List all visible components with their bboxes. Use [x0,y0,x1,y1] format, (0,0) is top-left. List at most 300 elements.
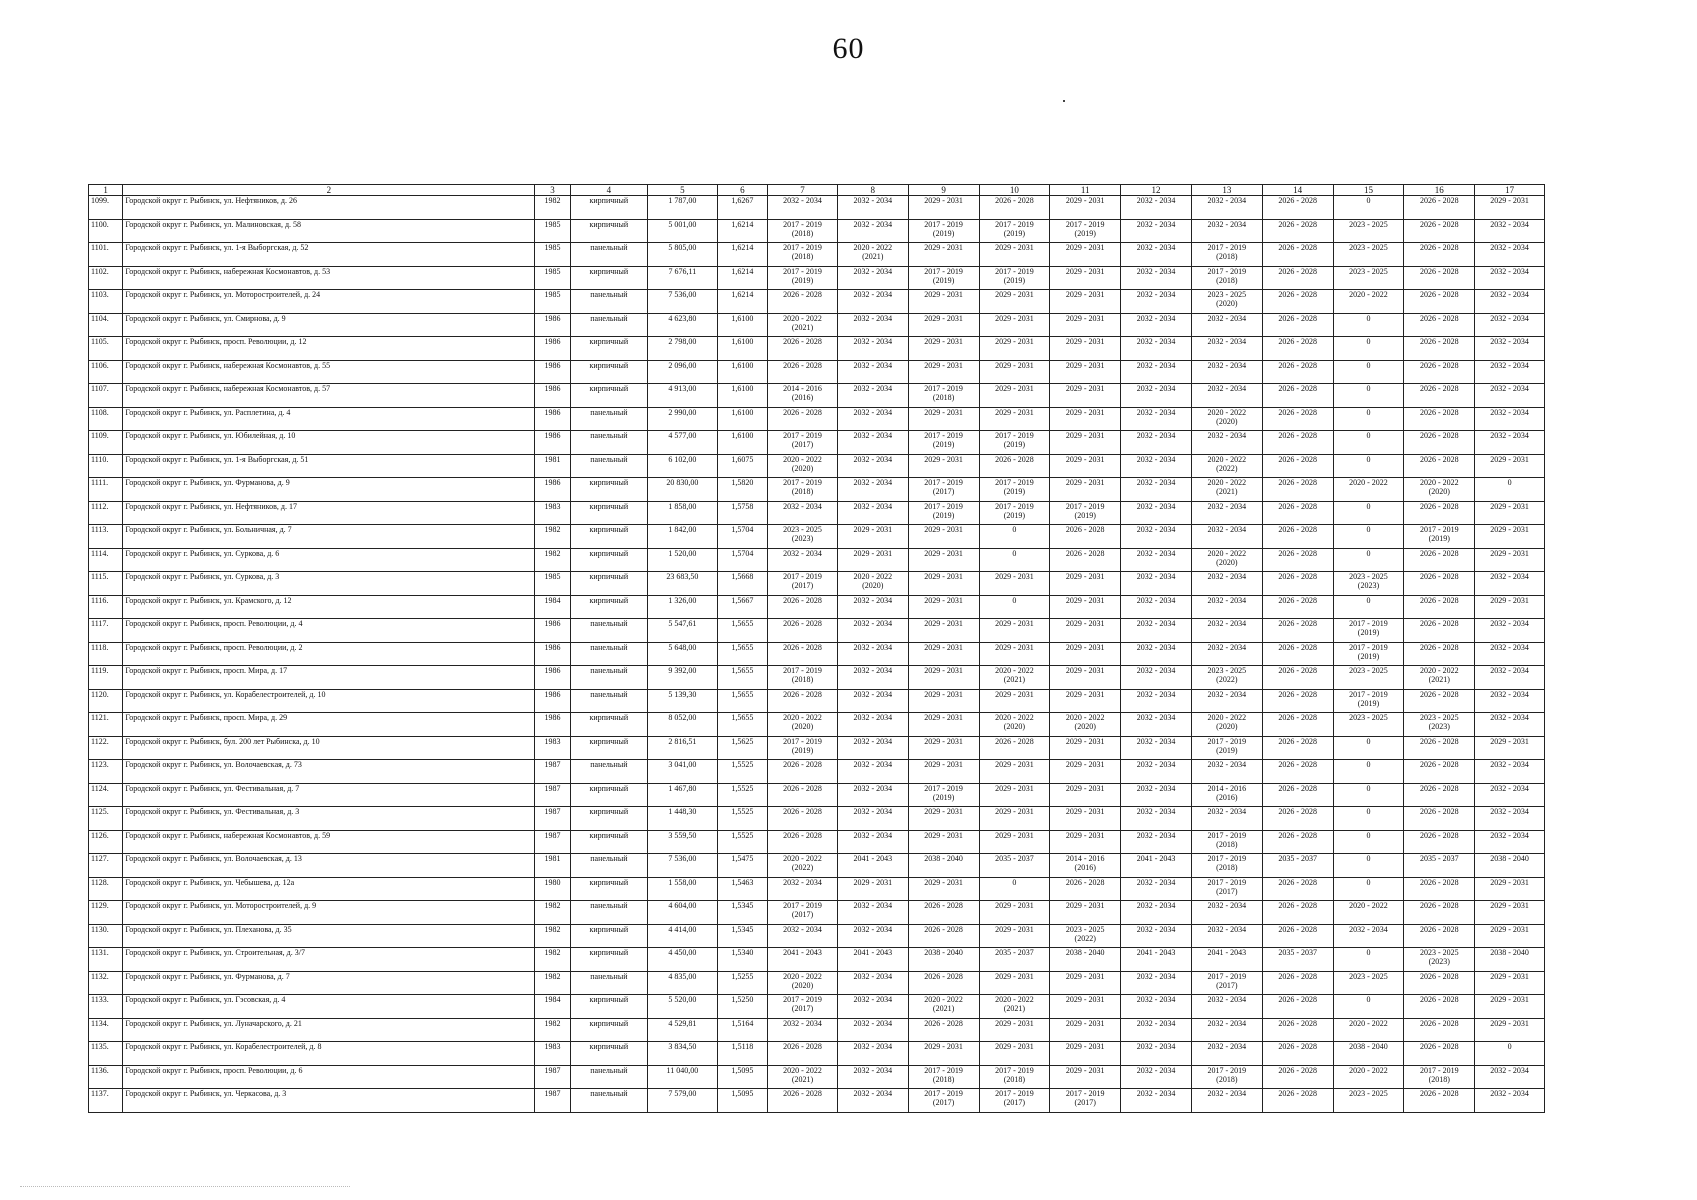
wall-material-cell: кирпичный [570,713,647,737]
period-cell: 2032 - 2034 [1475,407,1545,431]
table-row [89,1089,1545,1113]
wall-material-cell: панельный [570,971,647,995]
period-cell: 0 [1333,877,1404,901]
period-cell: 2017 - 2019 (2018) [768,219,838,243]
period-cell: 0 [1333,736,1404,760]
table-row [89,807,1545,831]
period-cell: 2026 - 2028 [768,642,838,666]
period-cell: 2026 - 2028 [1262,196,1333,220]
address-cell: Городской округ г. Рыбинск, ул. Моторостроителей, д. 9 [123,901,535,925]
address-cell: Городской округ г. Рыбинск, ул. Чебышева, д. 12а [123,877,535,901]
coefficient-cell: 1,5250 [717,995,767,1019]
wall-material-cell: кирпичный [570,196,647,220]
coefficient-cell: 1,6100 [717,313,767,337]
period-cell: 2032 - 2034 [1121,830,1192,854]
period-cell: 2026 - 2028 [1262,431,1333,455]
period-cell: 2029 - 2031 [1050,360,1121,384]
period-cell: 2032 - 2034 [837,924,908,948]
year-cell: 1982 [535,1018,570,1042]
wall-material-cell: кирпичный [570,548,647,572]
period-cell: 2041 - 2043 [837,854,908,878]
period-cell: 2032 - 2034 [837,642,908,666]
period-cell: 2017 - 2019 (2018) [768,666,838,690]
period-cell: 2026 - 2028 [768,1089,838,1113]
year-cell: 1986 [535,713,570,737]
year-cell: 1986 [535,642,570,666]
period-cell: 0 [1333,854,1404,878]
period-cell: 2017 - 2019 (2017) [908,478,979,502]
wall-material-cell: кирпичный [570,572,647,596]
period-cell: 2032 - 2034 [837,595,908,619]
row-number-cell: 1112. [89,501,123,525]
coefficient-cell: 1,5655 [717,619,767,643]
year-cell: 1985 [535,219,570,243]
period-cell: 2017 - 2019 (2018) [1191,854,1262,878]
period-cell: 2032 - 2034 [837,971,908,995]
period-cell: 2032 - 2034 [1475,783,1545,807]
coefficient-cell: 1,5345 [717,901,767,925]
period-cell: 2032 - 2034 [1121,1089,1192,1113]
period-cell: 2020 - 2022 (2020) [1191,548,1262,572]
period-cell: 2026 - 2028 [1404,384,1475,408]
table-row [89,854,1545,878]
row-number-cell: 1109. [89,431,123,455]
address-cell: Городской округ г. Рыбинск, ул. Расплетина, д. 4 [123,407,535,431]
period-cell: 2026 - 2028 [1404,642,1475,666]
period-cell: 2032 - 2034 [1475,642,1545,666]
period-cell: 0 [1333,360,1404,384]
coefficient-cell: 1,6214 [717,243,767,267]
wall-material-cell: кирпичный [570,995,647,1019]
period-cell: 2020 - 2022 [1333,901,1404,925]
period-cell: 2014 - 2016 (2016) [768,384,838,408]
column-header: 4 [570,185,647,196]
period-cell: 0 [1333,830,1404,854]
period-cell: 2032 - 2034 [837,407,908,431]
table-body [89,196,1545,1113]
address-cell: Городской округ г. Рыбинск, ул. Смирнова, д. 9 [123,313,535,337]
period-cell: 2029 - 2031 [1050,266,1121,290]
area-cell: 2 990,00 [647,407,717,431]
table-row [89,196,1545,220]
period-cell: 2029 - 2031 [1475,877,1545,901]
period-cell: 2032 - 2034 [1475,666,1545,690]
period-cell: 2032 - 2034 [1121,995,1192,1019]
page-number: 60 [832,32,865,65]
period-cell: 2032 - 2034 [1191,431,1262,455]
period-cell: 2032 - 2034 [837,1065,908,1089]
coefficient-cell: 1,5463 [717,877,767,901]
period-cell: 2026 - 2028 [1262,901,1333,925]
wall-material-cell: кирпичный [570,877,647,901]
period-cell: 2026 - 2028 [1404,830,1475,854]
period-cell: 2038 - 2040 [1333,1042,1404,1066]
table-row [89,689,1545,713]
period-cell: 2026 - 2028 [1262,971,1333,995]
coefficient-cell: 1,6100 [717,431,767,455]
period-cell: 2026 - 2028 [1404,337,1475,361]
period-cell: 0 [1333,501,1404,525]
period-cell: 2032 - 2034 [1121,713,1192,737]
period-cell: 2026 - 2028 [1404,971,1475,995]
period-cell: 2026 - 2028 [1262,619,1333,643]
row-number-cell: 1135. [89,1042,123,1066]
period-cell: 2032 - 2034 [1191,924,1262,948]
period-cell: 2026 - 2028 [1404,572,1475,596]
period-cell: 2020 - 2022 (2020) [979,713,1050,737]
wall-material-cell: кирпичный [570,830,647,854]
wall-material-cell: кирпичный [570,1018,647,1042]
period-cell: 2026 - 2028 [768,807,838,831]
period-cell: 2029 - 2031 [1050,1042,1121,1066]
period-cell: 2032 - 2034 [1191,619,1262,643]
row-number-cell: 1116. [89,595,123,619]
wall-material-cell: панельный [570,431,647,455]
row-number-cell: 1126. [89,830,123,854]
column-header: 2 [123,185,535,196]
period-cell: 2035 - 2037 [1404,854,1475,878]
area-cell: 1 467,80 [647,783,717,807]
period-cell: 2032 - 2034 [837,830,908,854]
period-cell: 2032 - 2034 [1191,313,1262,337]
year-cell: 1986 [535,619,570,643]
period-cell: 2026 - 2028 [768,830,838,854]
table-row [89,783,1545,807]
period-cell: 2026 - 2028 [1404,313,1475,337]
coefficient-cell: 1,5095 [717,1065,767,1089]
period-cell: 2014 - 2016 (2016) [1050,854,1121,878]
area-cell: 7 536,00 [647,854,717,878]
period-cell: 2032 - 2034 [1121,760,1192,784]
period-cell: 2023 - 2025 (2023) [1404,713,1475,737]
wall-material-cell: панельный [570,1089,647,1113]
year-cell: 1986 [535,337,570,361]
period-cell: 2029 - 2031 [1475,454,1545,478]
table-row [89,713,1545,737]
period-cell: 2032 - 2034 [1121,901,1192,925]
period-cell: 2017 - 2019 (2019) [1333,689,1404,713]
address-cell: Городской округ г. Рыбинск, ул. Фурманова, д. 7 [123,971,535,995]
period-cell: 2032 - 2034 [837,196,908,220]
table-row [89,1018,1545,1042]
period-cell: 2029 - 2031 [1050,666,1121,690]
wall-material-cell: панельный [570,689,647,713]
period-cell: 2032 - 2034 [1475,337,1545,361]
wall-material-cell: кирпичный [570,948,647,972]
period-cell: 0 [979,525,1050,549]
area-cell: 1 448,30 [647,807,717,831]
table-row [89,901,1545,925]
coefficient-cell: 1,6100 [717,384,767,408]
column-header: 14 [1262,185,1333,196]
coefficient-cell: 1,6100 [717,360,767,384]
row-number-cell: 1132. [89,971,123,995]
period-cell: 2026 - 2028 [1404,877,1475,901]
period-cell: 2026 - 2028 [1404,619,1475,643]
table-row [89,971,1545,995]
period-cell: 2029 - 2031 [1050,760,1121,784]
row-number-cell: 1125. [89,807,123,831]
area-cell: 7 676,11 [647,266,717,290]
period-cell: 2026 - 2028 [1262,360,1333,384]
table-row [89,548,1545,572]
column-header: 8 [837,185,908,196]
period-cell: 2029 - 2031 [908,666,979,690]
period-cell: 2032 - 2034 [837,807,908,831]
period-cell: 2026 - 2028 [1262,783,1333,807]
area-cell: 4 577,00 [647,431,717,455]
row-number-cell: 1114. [89,548,123,572]
period-cell: 2026 - 2028 [1262,290,1333,314]
column-header: 6 [717,185,767,196]
year-cell: 1986 [535,689,570,713]
period-cell: 0 [1333,525,1404,549]
period-cell: 2026 - 2028 [1404,736,1475,760]
period-cell: 2029 - 2031 [1050,337,1121,361]
period-cell: 2026 - 2028 [768,619,838,643]
address-cell: Городской округ г. Рыбинск, ул. Волочаевская, д. 73 [123,760,535,784]
period-cell: 0 [1333,995,1404,1019]
period-cell: 2029 - 2031 [908,548,979,572]
period-cell: 2032 - 2034 [1121,1065,1192,1089]
year-cell: 1984 [535,995,570,1019]
period-cell: 2038 - 2040 [908,948,979,972]
period-cell: 2032 - 2034 [1121,525,1192,549]
period-cell: 0 [979,548,1050,572]
period-cell: 2038 - 2040 [1050,948,1121,972]
period-cell: 2032 - 2034 [837,1018,908,1042]
area-cell: 20 830,00 [647,478,717,502]
column-header: 10 [979,185,1050,196]
period-cell: 0 [1333,407,1404,431]
period-cell: 0 [979,595,1050,619]
period-cell: 2017 - 2019 (2019) [979,266,1050,290]
row-number-cell: 1128. [89,877,123,901]
area-cell: 9 392,00 [647,666,717,690]
period-cell: 2035 - 2037 [979,854,1050,878]
period-cell: 2026 - 2028 [1404,595,1475,619]
area-cell: 3 559,50 [647,830,717,854]
year-cell: 1982 [535,525,570,549]
area-cell: 11 040,00 [647,1065,717,1089]
period-cell: 2032 - 2034 [1121,196,1192,220]
table-row [89,501,1545,525]
address-cell: Городской округ г. Рыбинск, просп. Революции, д. 2 [123,642,535,666]
period-cell: 2032 - 2034 [1121,266,1192,290]
period-cell: 2020 - 2022 [1333,478,1404,502]
period-cell: 2026 - 2028 [1050,877,1121,901]
row-number-cell: 1106. [89,360,123,384]
address-cell: Городской округ г. Рыбинск, ул. Фестивальная, д. 7 [123,783,535,807]
period-cell: 2032 - 2034 [1191,995,1262,1019]
wall-material-cell: панельный [570,619,647,643]
wall-material-cell: панельный [570,243,647,267]
period-cell: 2026 - 2028 [1050,548,1121,572]
period-cell: 2017 - 2019 (2017) [979,1089,1050,1113]
period-cell: 2026 - 2028 [979,196,1050,220]
period-cell: 2020 - 2022 [1333,290,1404,314]
period-cell: 2029 - 2031 [979,243,1050,267]
period-cell: 2029 - 2031 [1050,572,1121,596]
period-cell: 2032 - 2034 [1121,971,1192,995]
area-cell: 5 648,00 [647,642,717,666]
period-cell: 2032 - 2034 [1121,290,1192,314]
table-row [89,642,1545,666]
coefficient-cell: 1,5820 [717,478,767,502]
period-cell: 2026 - 2028 [1262,1089,1333,1113]
wall-material-cell: кирпичный [570,595,647,619]
period-cell: 2026 - 2028 [1262,713,1333,737]
year-cell: 1987 [535,1089,570,1113]
period-cell: 2029 - 2031 [979,360,1050,384]
period-cell: 0 [1333,431,1404,455]
coefficient-cell: 1,5255 [717,971,767,995]
row-number-cell: 1115. [89,572,123,596]
period-cell: 2032 - 2034 [1475,713,1545,737]
year-cell: 1987 [535,807,570,831]
table-row [89,595,1545,619]
period-cell: 2026 - 2028 [1262,478,1333,502]
row-number-cell: 1110. [89,454,123,478]
period-cell: 2029 - 2031 [979,760,1050,784]
period-cell: 2032 - 2034 [1121,337,1192,361]
period-cell: 2017 - 2019 (2018) [1191,266,1262,290]
period-cell: 2029 - 2031 [979,1042,1050,1066]
period-cell: 2026 - 2028 [1262,219,1333,243]
address-cell: Городской округ г. Рыбинск, ул. Черкасова, д. 3 [123,1089,535,1113]
period-cell: 2032 - 2034 [837,431,908,455]
period-cell: 2029 - 2031 [979,619,1050,643]
period-cell: 2017 - 2019 (2019) [1404,525,1475,549]
address-cell: Городской округ г. Рыбинск, ул. Строительная, д. 3/7 [123,948,535,972]
address-cell: Городской округ г. Рыбинск, бул. 200 лет Рыбинска, д. 10 [123,736,535,760]
period-cell: 2020 - 2022 (2021) [1404,666,1475,690]
year-cell: 1987 [535,1065,570,1089]
table-row [89,525,1545,549]
period-cell: 2026 - 2028 [1404,901,1475,925]
period-cell: 2026 - 2028 [908,971,979,995]
period-cell: 2020 - 2022 (2020) [837,572,908,596]
period-cell: 2026 - 2028 [1262,760,1333,784]
period-cell: 2029 - 2031 [908,337,979,361]
period-cell: 0 [1333,548,1404,572]
period-cell: 2032 - 2034 [1191,525,1262,549]
period-cell: 2035 - 2037 [1262,854,1333,878]
period-cell: 2029 - 2031 [1475,736,1545,760]
period-cell: 2026 - 2028 [1262,877,1333,901]
period-cell: 2026 - 2028 [1262,1042,1333,1066]
coefficient-cell: 1,5340 [717,948,767,972]
year-cell: 1981 [535,854,570,878]
year-cell: 1986 [535,407,570,431]
period-cell: 2020 - 2022 (2021) [979,666,1050,690]
period-cell: 2032 - 2034 [1475,807,1545,831]
column-header: 15 [1333,185,1404,196]
year-cell: 1983 [535,501,570,525]
row-number-cell: 1107. [89,384,123,408]
period-cell: 2014 - 2016 (2016) [1191,783,1262,807]
period-cell: 2023 - 2025 [1333,666,1404,690]
period-cell: 2023 - 2025 [1333,219,1404,243]
period-cell: 2017 - 2019 (2017) [768,995,838,1019]
year-cell: 1980 [535,877,570,901]
wall-material-cell: кирпичный [570,384,647,408]
address-cell: Городской округ г. Рыбинск, просп. Революции, д. 12 [123,337,535,361]
period-cell: 0 [979,877,1050,901]
period-cell: 2026 - 2028 [1404,689,1475,713]
period-cell: 2032 - 2034 [837,1042,908,1066]
row-number-cell: 1118. [89,642,123,666]
period-cell: 2038 - 2040 [1475,948,1545,972]
wall-material-cell: панельный [570,642,647,666]
period-cell: 2017 - 2019 (2018) [1404,1065,1475,1089]
wall-material-cell: кирпичный [570,360,647,384]
period-cell: 2026 - 2028 [1404,1042,1475,1066]
period-cell: 2029 - 2031 [979,337,1050,361]
table-row [89,666,1545,690]
table-row [89,243,1545,267]
period-cell: 2026 - 2028 [1262,689,1333,713]
area-cell: 4 835,00 [647,971,717,995]
coefficient-cell: 1,5525 [717,783,767,807]
row-number-cell: 1099. [89,196,123,220]
address-cell: Городской округ г. Рыбинск, просп. Мира, д. 17 [123,666,535,690]
area-cell: 1 842,00 [647,525,717,549]
address-cell: Городской округ г. Рыбинск, набережная Космонавтов, д. 53 [123,266,535,290]
period-cell: 2029 - 2031 [1050,736,1121,760]
period-cell: 2032 - 2034 [1121,360,1192,384]
period-cell: 2032 - 2034 [1121,877,1192,901]
row-number-cell: 1122. [89,736,123,760]
area-cell: 1 787,00 [647,196,717,220]
row-number-cell: 1123. [89,760,123,784]
period-cell: 2029 - 2031 [979,572,1050,596]
period-cell: 2029 - 2031 [1050,689,1121,713]
coefficient-cell: 1,5345 [717,924,767,948]
table-row [89,736,1545,760]
table-row [89,313,1545,337]
wall-material-cell: кирпичный [570,266,647,290]
row-number-cell: 1113. [89,525,123,549]
column-header: 3 [535,185,570,196]
period-cell: 2017 - 2019 (2019) [1333,642,1404,666]
period-cell: 2026 - 2028 [1262,384,1333,408]
period-cell: 2017 - 2019 (2019) [908,501,979,525]
period-cell: 2029 - 2031 [908,313,979,337]
period-cell: 2032 - 2034 [1191,337,1262,361]
period-cell: 2032 - 2034 [1191,1018,1262,1042]
period-cell: 2032 - 2034 [837,219,908,243]
year-cell: 1982 [535,948,570,972]
period-cell: 2029 - 2031 [1050,243,1121,267]
period-cell: 2032 - 2034 [1121,384,1192,408]
table-row [89,760,1545,784]
column-header: 7 [768,185,838,196]
period-cell: 2032 - 2034 [1121,407,1192,431]
period-cell: 2029 - 2031 [1050,196,1121,220]
period-cell: 2023 - 2025 [1333,713,1404,737]
period-cell: 2017 - 2019 (2019) [979,501,1050,525]
period-cell: 2020 - 2022 (2020) [768,713,838,737]
column-header: 1 [89,185,123,196]
coefficient-cell: 1,6100 [717,337,767,361]
year-cell: 1985 [535,572,570,596]
area-cell: 1 326,00 [647,595,717,619]
period-cell: 2023 - 2025 (2022) [1050,924,1121,948]
period-cell: 2029 - 2031 [908,290,979,314]
period-cell: 2026 - 2028 [1404,807,1475,831]
period-cell: 2029 - 2031 [908,877,979,901]
